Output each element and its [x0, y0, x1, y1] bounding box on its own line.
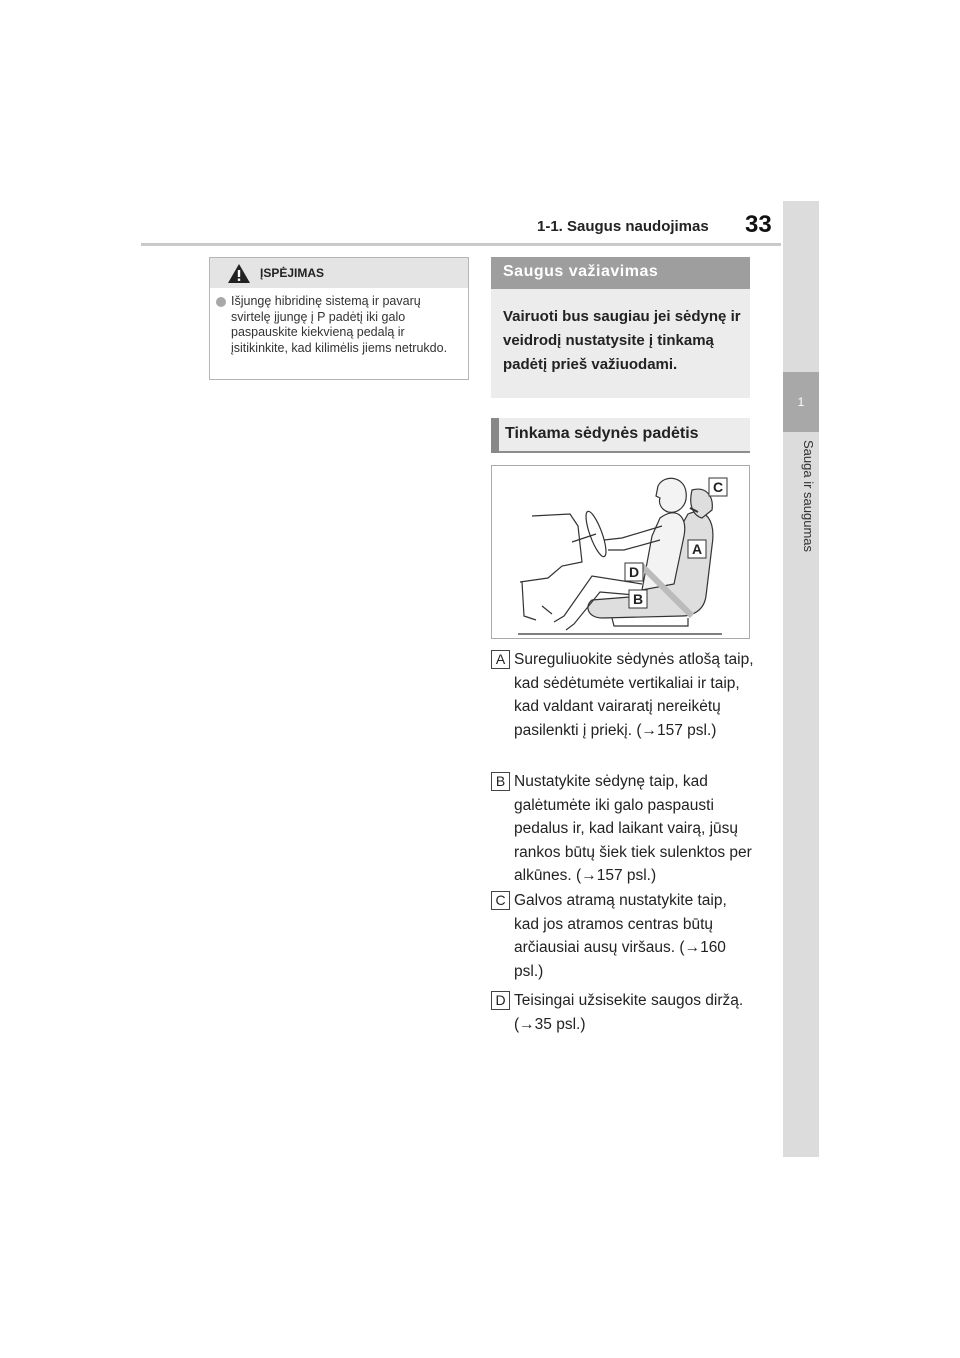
- seat-position-illustration: [491, 465, 750, 639]
- warning-title: ĮSPĖJIMAS: [260, 266, 325, 280]
- warning-header: [210, 258, 468, 288]
- warning-triangle-icon: [227, 263, 251, 289]
- item-marker: D: [491, 991, 510, 1010]
- item-marker: B: [491, 772, 510, 791]
- item-marker: A: [491, 650, 510, 669]
- seat-diagram: [492, 466, 749, 638]
- section-heading: [491, 257, 750, 289]
- warning-body: [216, 294, 461, 356]
- label-d: D: [628, 564, 640, 580]
- label-a: A: [691, 541, 703, 557]
- item-text: Teisingai užsisekite saugos diržą. (→35 psl.): [514, 992, 744, 1033]
- intro-box: [491, 289, 750, 398]
- subsection-title: Tinkama sėdynės padėtis: [505, 425, 699, 442]
- intro-text: Vairuoti bus saugiau jei sėdynę ir veidrodį nustatysite į tinkamą padėtį prieš važiuodami.: [503, 308, 741, 373]
- bullet-icon: [216, 297, 226, 307]
- label-c: C: [712, 479, 724, 495]
- subsection-accent-bar: [491, 418, 499, 453]
- warning-text: Išjungę hibridinę sistemą ir pavarų svirtelę įjungę į P padėtį iki galo paspauskite kiekvieną pedalą ir įsitikinkite, kad kilimėlis jiems netrukdo.: [231, 294, 448, 355]
- chapter-side-tab: [783, 201, 819, 1157]
- chapter-label: Sauga ir saugumas: [801, 440, 816, 553]
- page-number: 33: [745, 211, 772, 238]
- warning-box: [209, 257, 469, 380]
- subsection-heading: [491, 418, 750, 453]
- header-section-title: 1-1. Saugus naudojimas: [537, 218, 709, 235]
- chapter-number: 1: [783, 372, 819, 432]
- section-title: Saugus važiavimas: [503, 263, 659, 280]
- item-marker: C: [491, 891, 510, 910]
- item-text: Sureguliuokite sėdynės atlošą taip, kad sėdėtumėte vertikaliai ir taip, kad valdant vairaratį nereikėtų pasilenkti į priekį. (→157 psl.): [514, 651, 754, 739]
- item-text: Galvos atramą nustatykite taip, kad jos atramos centras būtų arčiausiai ausų viršaus. (→160 psl.): [514, 892, 727, 980]
- label-b: B: [632, 591, 644, 607]
- header-divider: [141, 243, 781, 246]
- item-text: Nustatykite sėdynę taip, kad galėtumėte iki galo paspausti pedalus ir, kad laikant vairą, jūsų rankos būtų šiek tiek sulenktos per alkūnes. (→157 psl.): [514, 773, 752, 884]
